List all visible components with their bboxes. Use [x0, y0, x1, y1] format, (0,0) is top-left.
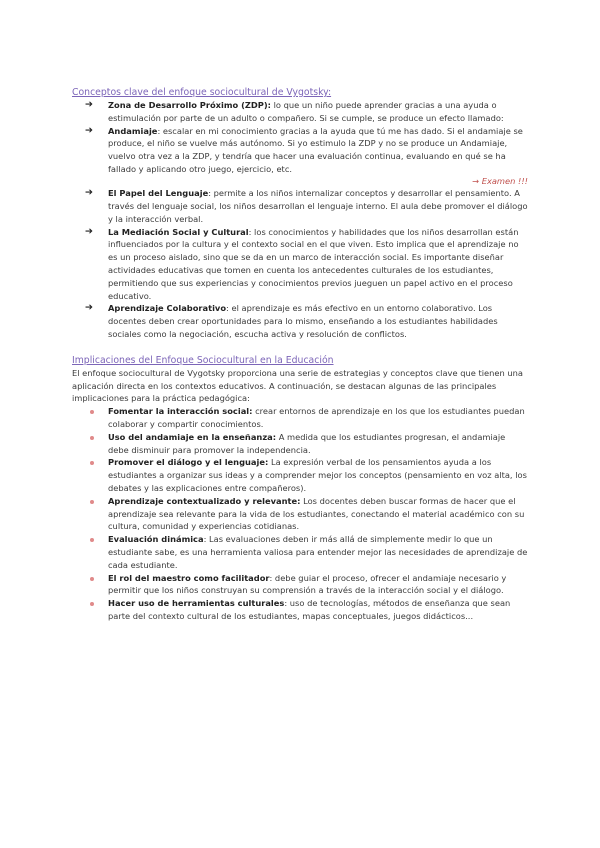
item-text: : debe guiar el proceso, ofrecer el andamiaje necesario y permitir que los niños construyan su comprensión a través de la interacción social y el diálogo.	[108, 572, 507, 596]
bullet-dot-icon	[90, 461, 94, 465]
bullet-dot-icon	[90, 538, 94, 542]
right-arrow-icon: ➔	[85, 99, 93, 110]
section2-heading: Implicaciones del Enfoque Sociocultural en la Educación	[72, 354, 334, 366]
item-text: A medida que los estudiantes progresan, el andamiaje debe disminuir para promover la independencia.	[108, 431, 506, 455]
item-title: Fomentar la interacción social:	[108, 406, 253, 417]
item-title: Aprendizaje contextualizado y relevante:	[108, 495, 301, 506]
item-text: : escalar en mi conocimiento gracias a la ayuda que tú me has dado. Si el andamiaje se produce, el niño se vuelve más autónomo. Si yo estimulo la ZDP y no se produce un Andamiaje, vuelvo otra vez a la ZDP, y tendría que hacer una evaluación continua, evaluando en qué se ha fallado y aplicando otro juego, ejercicio, etc.	[108, 125, 523, 174]
item-title: Andamiaje	[108, 125, 158, 136]
list-item	[72, 302, 528, 340]
item-text: crear entornos de aprendizaje en los que los estudiantes puedan colaborar y compartir conocimientos.	[108, 406, 525, 430]
item-title: Evaluación dinámica	[108, 534, 204, 545]
list-item	[72, 431, 528, 457]
item-text: : permite a los niños internalizar conceptos y desarrollar el pensamiento. A través del lenguaje social, los niños desarrollan el lenguaje interno. El aula debe promover el diálogo y la interacción verbal.	[108, 188, 528, 224]
concepts-list	[72, 99, 528, 341]
list-item	[72, 187, 528, 225]
list-item	[72, 125, 528, 188]
item-text: : Las evaluaciones deben ir más allá de simplemente medir lo que un estudiante sabe, es una herramienta valiosa para entender mejor las necesidades de aprendizaje de cada estudiante.	[108, 534, 528, 570]
right-arrow-icon: ➔	[85, 225, 93, 237]
section1-heading: Conceptos clave del enfoque sociocultural de Vygotsky:	[72, 87, 332, 98]
list-item	[72, 572, 528, 598]
item-title: Hacer uso de herramientas culturales	[108, 598, 285, 609]
bullet-dot-icon	[90, 602, 94, 606]
exam-note: → Examen !!!	[472, 175, 528, 186]
item-title: Zona de Desarrollo Próximo (ZDP):	[108, 100, 271, 110]
item-text: Los docentes deben buscar formas de hacer que el aprendizaje sea relevante para la vida de los estudiantes, conectando el material académico con su cultura, comunidad y experiencias cotidianas.	[108, 495, 525, 532]
right-arrow-icon: ➔	[85, 187, 93, 199]
implications-list	[72, 405, 528, 623]
item-text: lo que un niño puede aprender gracias a una ayuda o estimulación por parte de un adulto o compañero. Si se cumple, se produce un efecto llamado:	[108, 100, 504, 123]
list-item	[72, 597, 528, 623]
list-item	[72, 405, 528, 431]
bullet-dot-icon	[90, 410, 94, 414]
list-item	[72, 533, 528, 571]
item-title: Promover el diálogo y el lenguaje:	[108, 457, 269, 468]
item-title: La Mediación Social y Cultural	[108, 226, 249, 237]
document-content	[72, 86, 528, 623]
right-arrow-icon: ➔	[85, 124, 93, 136]
section-spacer	[72, 341, 528, 354]
bullet-dot-icon	[90, 500, 94, 504]
section2-intro: El enfoque sociocultural de Vygotsky proporciona una serie de estrategias y conceptos clave que tienen una aplicación directa en los contextos educativos. A continuación, se destacan algunas de las principales implicaciones para la práctica pedagógica:	[72, 367, 523, 404]
item-title: Uso del andamiaje en la enseñanza:	[108, 431, 277, 442]
list-item	[72, 226, 528, 303]
item-title: El Papel del Lenguaje	[108, 188, 209, 199]
item-title: El rol del maestro como facilitador	[108, 572, 270, 583]
list-item	[72, 456, 528, 494]
item-text: : uso de tecnologías, métodos de enseñanza que sean parte del contexto cultural de los estudiantes, mapas conceptuales, juegos didácticos...	[108, 598, 511, 621]
list-item	[72, 99, 528, 125]
item-text: : los conocimientos y habilidades que los niños desarrollan están influenciados por la cultura y el contexto social en el que viven. Esto implica que el aprendizaje no es un proceso aislado, sino que se da en un marco de interacción social. Es importante diseñar actividades educativas que tomen en cuenta los antecedentes culturales de los estudiantes, permitiendo que sus experiencias y conocimientos previos jueguen un papel activo en el proceso educativo.	[108, 226, 519, 301]
bullet-dot-icon	[90, 577, 94, 581]
bullet-dot-icon	[90, 436, 94, 440]
right-arrow-icon: ➔	[85, 302, 93, 314]
item-text: : el aprendizaje es más efectivo en un entorno colaborativo. Los docentes deben crear oportunidades para lo mismo, enseñando a los estudiantes habilidades sociales como la negociación, escucha activa y resolución de conflictos.	[108, 303, 498, 340]
item-title: Aprendizaje Colaborativo	[108, 303, 227, 314]
item-text: La expresión verbal de los pensamientos ayuda a los estudiantes a organizar sus ideas y a comprender mejor los conceptos (pensamiento en voz alta, los debates y las explicaciones entre compañeros).	[108, 457, 527, 494]
list-item	[72, 495, 528, 533]
